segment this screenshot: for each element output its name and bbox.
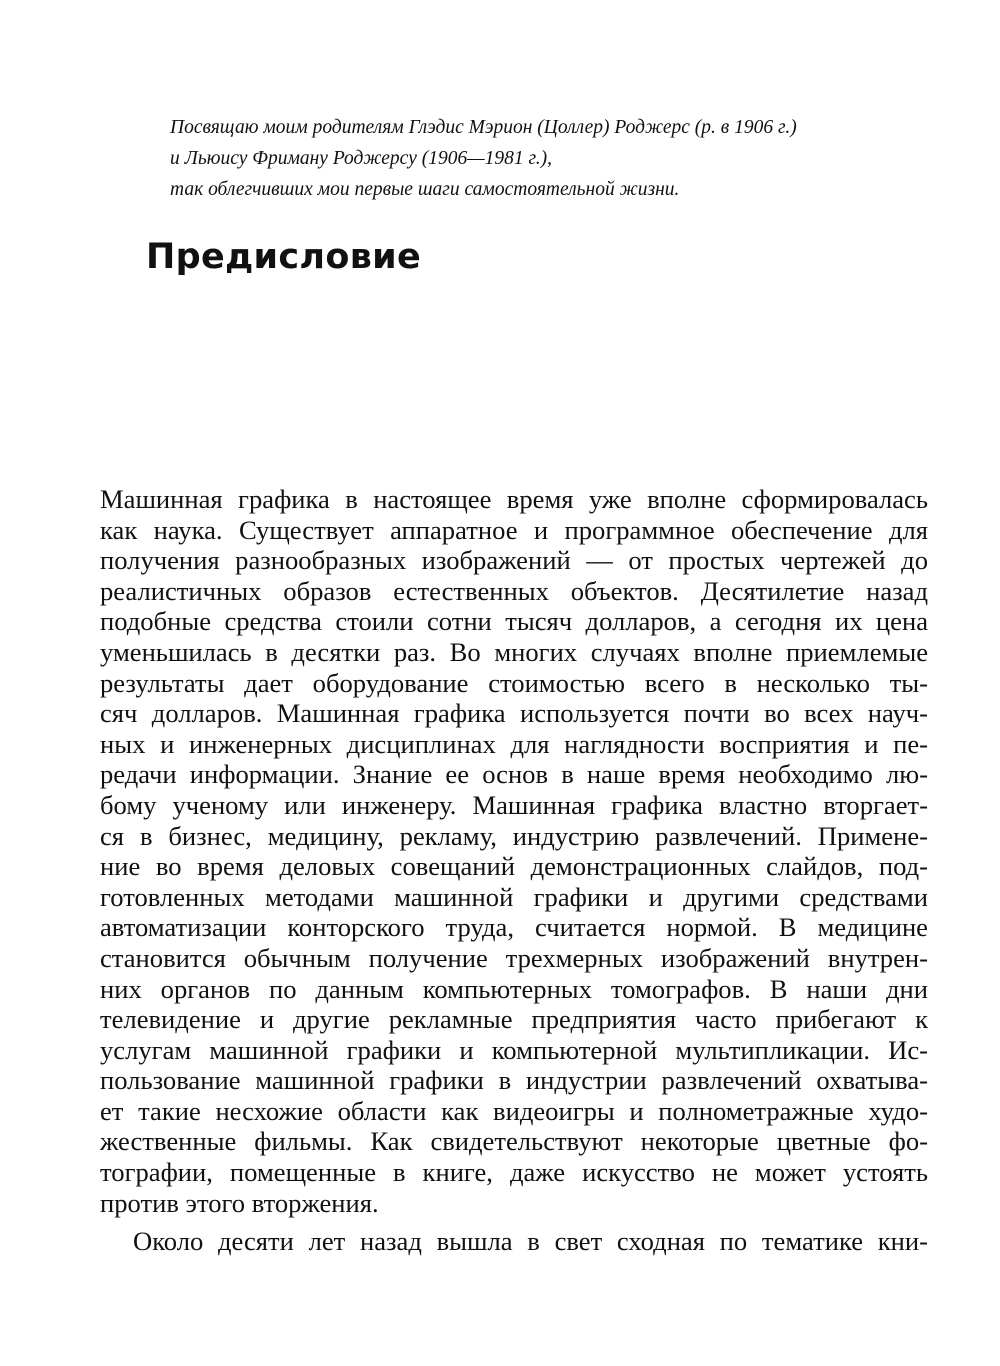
text-line: готовленных методами машинной графики и другими средствами: [100, 881, 928, 912]
text-line: телевидение и другие рекламные предприятия часто прибегают к: [100, 1004, 928, 1035]
text-line: ет такие несхожие области как видеоигры и полнометражные худо-: [100, 1095, 928, 1126]
text-line: результаты дает оборудование стоимостью всего в несколько ты-: [100, 667, 928, 698]
dedication-line: Посвящаю моим родителям Глэдис Мэрион (Цоллер) Роджерс (р. в 1906 г.): [170, 117, 797, 138]
text-line: пользование машинной графики в индустрии развлечений охватыва-: [100, 1065, 928, 1096]
body-text: [100, 484, 928, 1257]
paragraph-1: [100, 484, 928, 1218]
text-line: ся в бизнес, медицину, рекламу, индустрию развлечений. Примене-: [100, 820, 928, 851]
dedication-line: и Льюису Фриману Роджерсу (1906—1981 г.),: [170, 148, 553, 169]
text-line: редачи информации. Знание ее основ в наше время необходимо лю-: [100, 759, 928, 790]
text-line: как наука. Существует аппаратное и программное обеспечение для: [100, 514, 928, 545]
dedication: [170, 112, 960, 205]
text-line: жественные фильмы. Как свидетельствуют некоторые цветные фо-: [100, 1126, 928, 1157]
text-line: тографии, помещенные в книге, даже искусство не может устоять: [100, 1157, 928, 1188]
text-line: бому ученому или инженеру. Машинная графика властно вторгает-: [100, 789, 928, 820]
text-line: сяч долларов. Машинная графика используется почти во всех науч-: [100, 698, 928, 729]
dedication-line: так облегчивших мои первые шаги самостоятельной жизни.: [170, 179, 680, 200]
text-line: становится обычным получение трехмерных изображений внутрен-: [100, 942, 928, 973]
text-line: ных и инженерных дисциплинах для наглядности восприятия и пе-: [100, 728, 928, 759]
text-line: уменьшилась в десятки раз. Во многих случаях вполне приемлемые: [100, 636, 928, 667]
text-line: подобные средства стоили сотни тысяч долларов, а сегодня их цена: [100, 606, 928, 637]
text-line: Около десяти лет назад вышла в свет сходная по тематике кни-: [133, 1226, 928, 1257]
text-line: реалистичных образов естественных объектов. Десятилетие назад: [100, 575, 928, 606]
text-line: услугам машинной графики и компьютерной мультипликации. Ис-: [100, 1034, 928, 1065]
chapter-heading: Предисловие: [146, 237, 422, 277]
text-line: ние во время деловых совещаний демонстрационных слайдов, под-: [100, 851, 928, 882]
text-line: автоматизации конторского труда, считается нормой. В медицине: [100, 912, 928, 943]
paragraph-2: [100, 1226, 928, 1257]
text-line: получения разнообразных изображений — от простых чертежей до: [100, 545, 928, 576]
text-line: против этого вторжения.: [100, 1187, 379, 1218]
text-line: них органов по данным компьютерных томографов. В наши дни: [100, 973, 928, 1004]
text-line: Машинная графика в настоящее время уже вполне сформировалась: [100, 484, 928, 514]
